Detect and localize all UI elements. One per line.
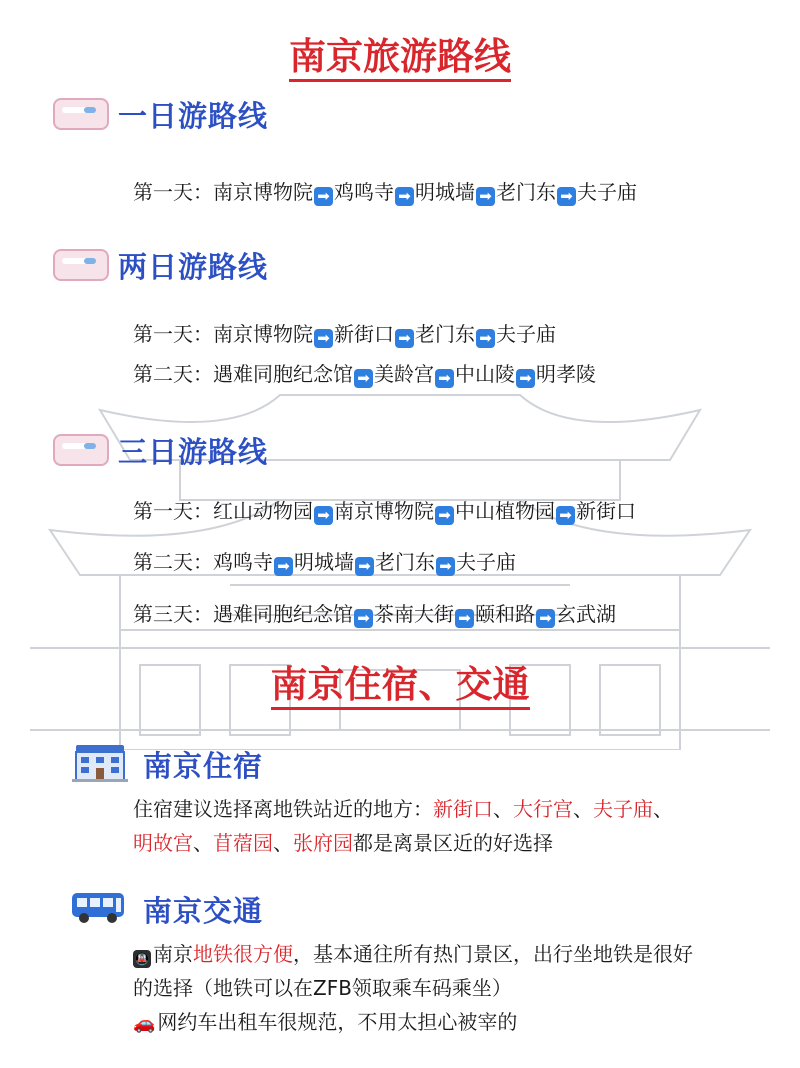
lodging-title: 南京住宿	[143, 748, 264, 783]
route-day-line: 第一天：南京博物院 ➡ 鸡鸣寺 ➡ 明城墙 ➡ 老门东 ➡ 夫子庙	[133, 180, 637, 205]
transport-header	[143, 887, 263, 931]
arrow-right-icon: ➡	[354, 369, 373, 388]
hotel-icon	[72, 743, 128, 783]
page-title: 南京旅游路线	[0, 26, 800, 80]
arrow-right-icon: ➡	[314, 506, 333, 525]
route-title: 两日游路线	[118, 249, 269, 284]
arrow-right-icon: ➡	[436, 557, 455, 576]
arrow-right-icon: ➡	[395, 187, 414, 206]
ticket-icon	[52, 96, 110, 132]
arrow-right-icon: ➡	[516, 369, 535, 388]
metro-icon: 🚇	[134, 952, 150, 966]
transport-text: 🚇 南京地铁很方便，基本通往所有热门景区，出行坐地铁是很好 的选择（地铁可以在ZFB领取乘车码乘坐） 🚗 网约车出租车很规范，不用太担心被宰的	[133, 942, 693, 1034]
arrow-right-icon: ➡	[354, 609, 373, 628]
route-section-header	[52, 243, 268, 287]
section-title: 南京住宿、交通	[0, 654, 800, 708]
lodging-header	[143, 742, 263, 786]
lodging-text: 住宿建议选择离地铁站近的地方：新街口、大行宫、夫子庙、 明故宫、苜蓿园、张府园都是离景区近的好选择	[133, 797, 673, 855]
arrow-right-icon: ➡	[455, 609, 474, 628]
bus-icon	[70, 890, 126, 926]
car-icon: 🚗	[133, 1013, 156, 1034]
route-day-line: 第三天：遇难同胞纪念馆 ➡ 茶南大街 ➡ 颐和路 ➡ 玄武湖	[133, 602, 616, 627]
arrow-right-icon: ➡	[355, 557, 374, 576]
route-section-header	[52, 92, 268, 136]
arrow-right-icon: ➡	[556, 506, 575, 525]
route-title: 一日游路线	[118, 98, 269, 133]
route-day-line: 第一天：红山动物园 ➡ 南京博物院 ➡ 中山植物园 ➡ 新街口	[133, 499, 636, 524]
route-title: 三日游路线	[118, 434, 269, 469]
arrow-right-icon: ➡	[536, 609, 555, 628]
route-day-line: 第一天：南京博物院 ➡ 新街口 ➡ 老门东 ➡ 夫子庙	[133, 322, 556, 347]
transport-title: 南京交通	[143, 893, 264, 928]
arrow-right-icon: ➡	[314, 329, 333, 348]
route-section-header	[52, 428, 268, 472]
arrow-right-icon: ➡	[476, 329, 495, 348]
ticket-icon	[52, 247, 110, 283]
arrow-right-icon: ➡	[476, 187, 495, 206]
route-day-line: 第二天：鸡鸣寺 ➡ 明城墙 ➡ 老门东 ➡ 夫子庙	[133, 550, 516, 575]
arrow-right-icon: ➡	[435, 506, 454, 525]
arrow-right-icon: ➡	[395, 329, 414, 348]
arrow-right-icon: ➡	[557, 187, 576, 206]
ticket-icon	[52, 432, 110, 468]
arrow-right-icon: ➡	[435, 369, 454, 388]
arrow-right-icon: ➡	[274, 557, 293, 576]
route-day-line: 第二天：遇难同胞纪念馆 ➡ 美龄宫 ➡ 中山陵 ➡ 明孝陵	[133, 362, 596, 387]
arrow-right-icon: ➡	[314, 187, 333, 206]
